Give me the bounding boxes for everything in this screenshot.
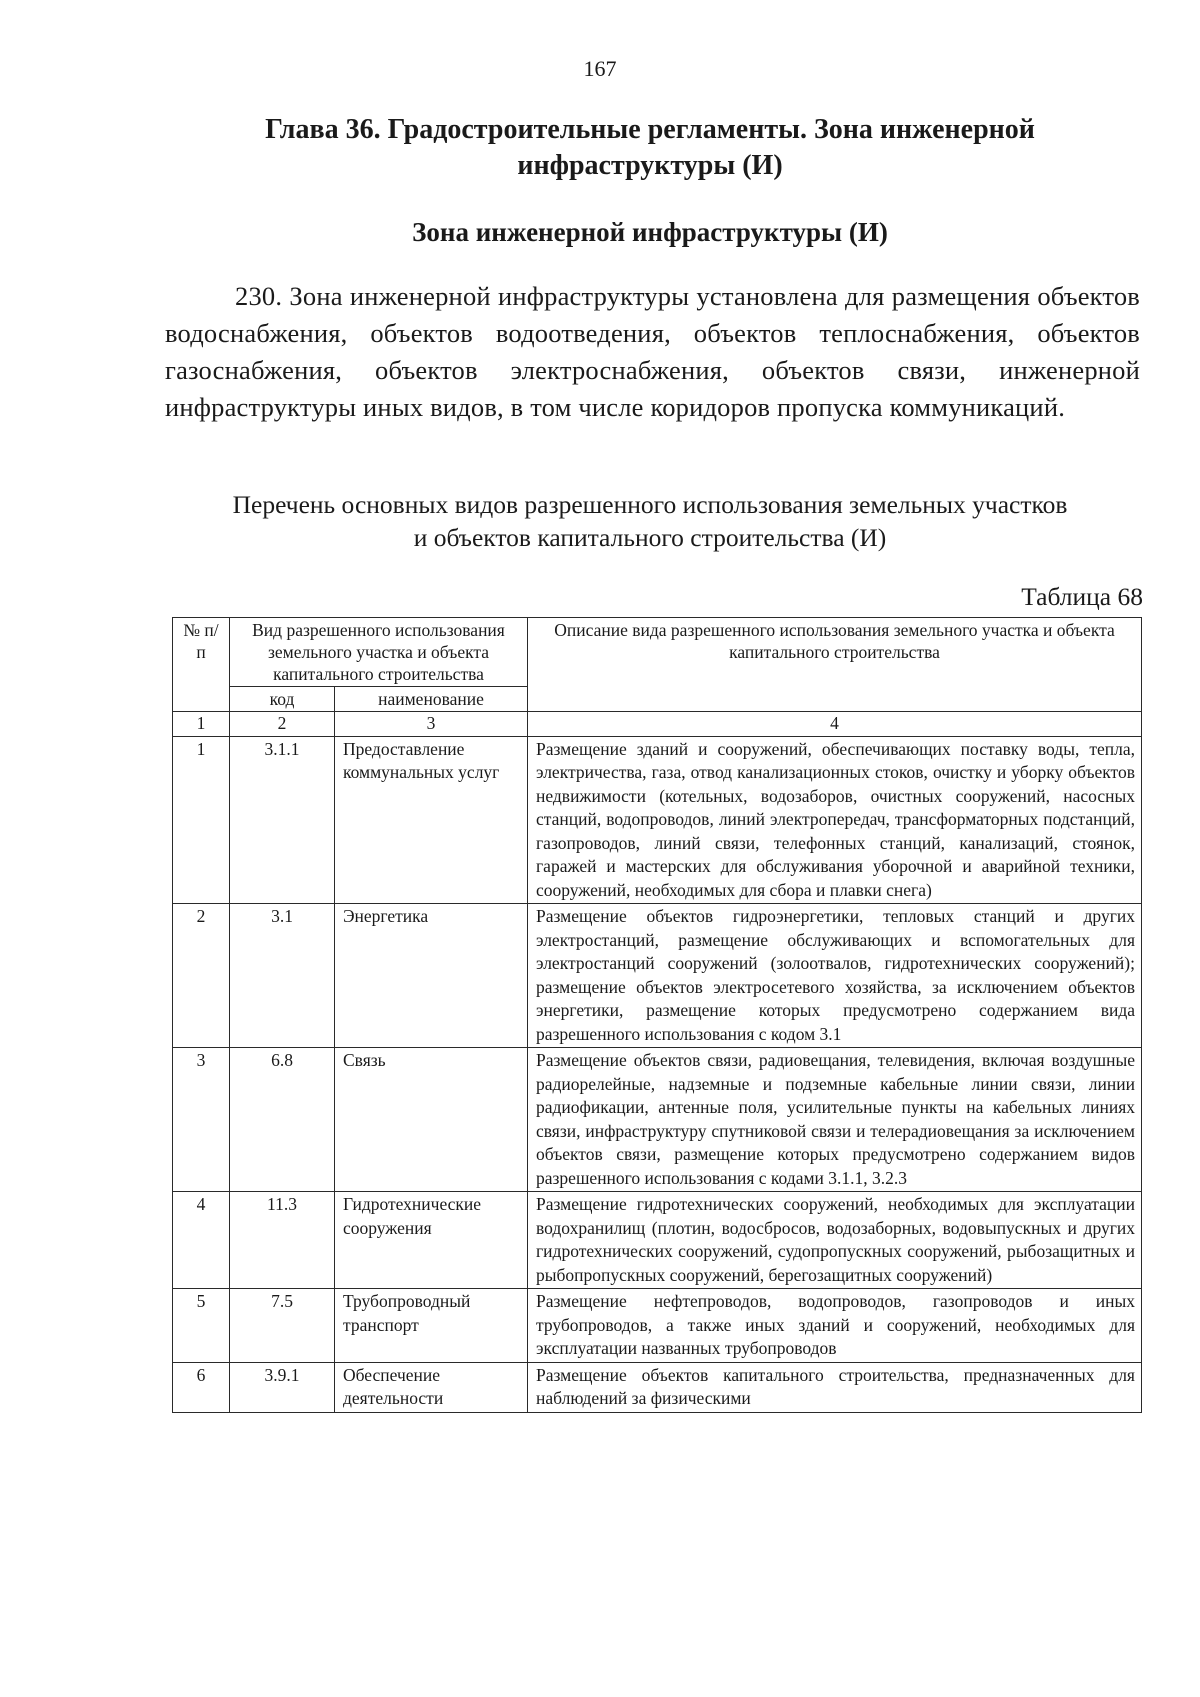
table-header-row [173, 618, 1142, 687]
row-num: 4 [173, 1192, 230, 1289]
page-number: 167 [583, 56, 617, 81]
header-num: № п/п [173, 618, 230, 712]
table-caption: Таблица 68 [1021, 582, 1143, 611]
row-description: Размещение зданий и сооружений, обеспечивающих поставку воды, тепла, электричества, газа, отвод канализационных стоков, очистку и уборку объектов недвижимости (котельных, водозаборов, очистных сооружений, насосных станций, водопроводов, линий электропередач, трансформаторных подстанций, газопроводов, линий связи, телефонных станций, канализаций, стоянок, гаражей и мастерских для обслуживания уборочной и аварийной техники, сооружений, необходимых для сбора и плавки снега) [528, 736, 1142, 904]
header-name: наименование [335, 687, 528, 712]
table-row [173, 1289, 1142, 1363]
row-name: Предоставление коммунальных услуг [335, 736, 528, 904]
row-name: Трубопроводный транспорт [335, 1289, 528, 1363]
row-num: 1 [173, 736, 230, 904]
row-code: 11.3 [230, 1192, 335, 1289]
row-num: 6 [173, 1362, 230, 1412]
row-code: 7.5 [230, 1289, 335, 1363]
column-index: 4 [528, 712, 1142, 737]
column-index: 1 [173, 712, 230, 737]
table-row [173, 736, 1142, 904]
list-title-line-1: Перечень основных видов разрешенного использования земельных участков [232, 490, 1068, 519]
paragraph-230: 230. Зона инженерной инфраструктуры установлена для размещения объектов водоснабжения, объектов водоотведения, объектов теплоснабжения, объектов газоснабжения, объектов электроснабжения, объектов связи, инженерной инфраструктуры иных видов, в том числе коридоров пропуска коммуникаций. [165, 281, 1140, 422]
table-row [173, 1048, 1142, 1192]
table-row [173, 904, 1142, 1048]
header-code: код [230, 687, 335, 712]
table-row [173, 1192, 1142, 1289]
row-description: Размещение нефтепроводов, водопроводов, газопроводов и иных трубопроводов, а также иных зданий и сооружений, необходимых для эксплуатации названных трубопроводов [528, 1289, 1142, 1363]
row-description: Размещение гидротехнических сооружений, необходимых для эксплуатации водохранилищ (плотин, водосбросов, водозаборных, водовыпускных и других гидротехнических сооружений, судопропускных сооружений, рыбозащитных и рыбопропускных сооружений, берегозащитных сооружений) [528, 1192, 1142, 1289]
row-code: 3.1.1 [230, 736, 335, 904]
permitted-uses-table [172, 617, 1142, 1413]
column-index: 2 [230, 712, 335, 737]
row-description: Размещение объектов гидроэнергетики, тепловых станций и других электростанций, размещение обслуживающих и вспомогательных для электростанций сооружений (золоотвалов, гидротехнических сооружений); размещение объектов электросетевого хозяйства, за исключением объектов энергетики, размещение которых предусмотрено содержанием вида разрешенного использования с кодом 3.1 [528, 904, 1142, 1048]
row-code: 3.9.1 [230, 1362, 335, 1412]
row-name: Энергетика [335, 904, 528, 1048]
row-name: Связь [335, 1048, 528, 1192]
column-index-row [173, 712, 1142, 737]
row-name: Обеспечение деятельности [335, 1362, 528, 1412]
row-code: 6.8 [230, 1048, 335, 1192]
row-num: 5 [173, 1289, 230, 1363]
column-index: 3 [335, 712, 528, 737]
row-description: Размещение объектов связи, радиовещания, телевидения, включая воздушные радиорелейные, надземные и подземные кабельные линии связи, линии радиофикации, антенные поля, усилительные пункты на кабельных линиях связи, инфраструктуру спутниковой связи и телерадиовещания за исключением объектов связи, размещение которых предусмотрено содержанием видов разрешенного использования с кодами 3.1.1, 3.2.3 [528, 1048, 1142, 1192]
header-description: Описание вида разрешенного использования земельного участка и объекта капитального строительства [528, 618, 1142, 712]
row-num: 3 [173, 1048, 230, 1192]
section-title: Зона инженерной инфраструктуры (И) [412, 217, 888, 247]
row-num: 2 [173, 904, 230, 1048]
row-description: Размещение объектов капитального строительства, предназначенных для наблюдений за физическими [528, 1362, 1142, 1412]
row-code: 3.1 [230, 904, 335, 1048]
header-use-type: Вид разрешенного использования земельного участка и объекта капитального строительства [230, 618, 528, 687]
list-title [160, 488, 1140, 554]
table-row [173, 1362, 1142, 1412]
chapter-title: Глава 36. Градостроительные регламенты. Зона инженерной инфраструктуры (И) [265, 114, 1035, 181]
row-name: Гидротехнические сооружения [335, 1192, 528, 1289]
list-title-line-2: и объектов капитального строительства (И) [413, 523, 887, 552]
